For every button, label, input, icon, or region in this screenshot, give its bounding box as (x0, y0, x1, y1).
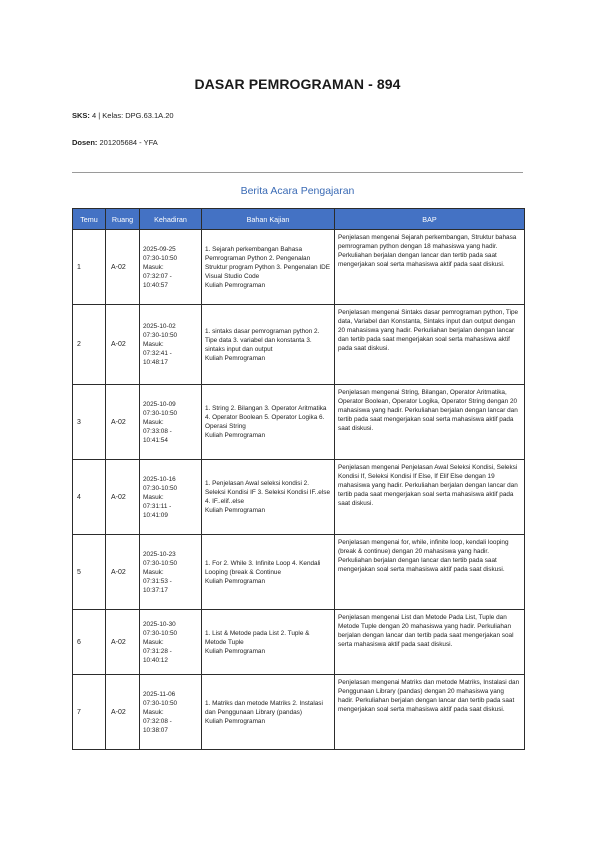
cell-bahan-kajian: 1. Sejarah perkembangan Bahasa Pemrograman Python 2. Pengenalan Struktur program Python 3. Pengenalan IDE Visual Studio Code Kuliah Pemrograman (202, 230, 335, 305)
cell-bahan-kajian: 1. sintaks dasar pemrograman python 2. Tipe data 3. variabel dan konstanta 3. sintaks input dan output Kuliah Pemrograman (202, 305, 335, 385)
cell-bahan-kajian: 1. Matriks dan metode Matriks 2. Instalasi dan Penggunaan Library (pandas) Kuliah Pemrograman (202, 675, 335, 750)
cell-bap: Penjelasan mengenai List dan Metode Pada List, Tuple dan Metode Tuple dengan 20 mahasiswa yang hadir. Perkuliahan berjalan dengan lancar dan tertib pada saat mengerjakan soal serta mahasiswa aktif pada saat diskusi. (335, 610, 525, 675)
cell-temu: 6 (73, 610, 106, 675)
table-row (73, 675, 525, 750)
teaching-log-table (72, 208, 525, 750)
cell-kehadiran: 2025-10-30 07:30-10:50 Masuk: 07:31:28 - 10:40:12 (140, 610, 202, 675)
cell-bahan-kajian: 1. Penjelasan Awal seleksi kondisi 2. Seleksi Kondisi IF 3. Seleksi Kondisi IF..else 4. IF..elif..else Kuliah Pemrograman (202, 460, 335, 535)
cell-ruang: A-02 (106, 610, 140, 675)
course-info (72, 111, 174, 120)
dosen-label: Dosen: (72, 138, 98, 147)
section-title: Berita Acara Pengajaran (240, 185, 355, 197)
cell-ruang: A-02 (106, 675, 140, 750)
page-title: DASAR PEMROGRAMAN - 894 (194, 76, 401, 92)
cell-ruang: A-02 (106, 230, 140, 305)
dosen-value: 201205684 - YFA (99, 138, 158, 147)
cell-bap: Penjelasan mengenai Sejarah perkembangan, Struktur bahasa pemrograman python dengan 18 mahasiswa yang hadir. Perkuliahan berjalan dengan lancar dan tertib pada saat mengerjakan soal serta mahasiswa aktif pada saat diskusi. (335, 230, 525, 305)
table-row (73, 610, 525, 675)
cell-kehadiran: 2025-10-23 07:30-10:50 Masuk: 07:31:53 - 10:37:17 (140, 535, 202, 610)
col-header-kehadiran: Kehadiran (140, 209, 202, 230)
table-row (73, 535, 525, 610)
cell-temu: 3 (73, 385, 106, 460)
sks-class-value: 4 | Kelas: DPG.63.1A.20 (92, 111, 174, 120)
cell-ruang: A-02 (106, 535, 140, 610)
cell-kehadiran: 2025-10-16 07:30-10:50 Masuk: 07:31:11 - 10:41:09 (140, 460, 202, 535)
cell-ruang: A-02 (106, 460, 140, 535)
cell-bap: Penjelasan mengenai Matriks dan metode Matriks, Instalasi dan Penggunaan Library (pandas) dengan 20 mahasiswa yang hadir. Perkuliahan berjalan dengan lancar dan tertib pada saat mengerjakan soal serta mahasiswa aktif pada saat diskusi. (335, 675, 525, 750)
table-row (73, 385, 525, 460)
table-row (73, 230, 525, 305)
cell-bap: Penjelasan mengenai Sintaks dasar pemrograman python, Tipe data, Variabel dan Konstanta, Sintaks input dan output dengan 20 mahasiswa yang hadir. Perkuliahan berjalan dengan lancar dan tertib pada saat mengerjakan soal serta mahasiswa aktif pada saat diskusi. (335, 305, 525, 385)
cell-temu: 7 (73, 675, 106, 750)
cell-temu: 5 (73, 535, 106, 610)
col-header-bap: BAP (335, 209, 525, 230)
cell-bap: Penjelasan mengenai String, Bilangan, Operator Aritmatika, Operator Boolean, Operator Logika, Operator String dengan 20 mahasiswa yang hadir. Perkuliahan berjalan dengan lancar dan tertib pada saat mengerjakan soal serta mahasiswa aktif pada saat diskusi. (335, 385, 525, 460)
cell-kehadiran: 2025-09-25 07:30-10:50 Masuk: 07:32:07 - 10:40:57 (140, 230, 202, 305)
lecturer-info (72, 138, 158, 147)
cell-temu: 1 (73, 230, 106, 305)
sks-label: SKS: (72, 111, 90, 120)
cell-kehadiran: 2025-10-02 07:30-10:50 Masuk: 07:32:41 - 10:48:17 (140, 305, 202, 385)
cell-temu: 2 (73, 305, 106, 385)
cell-temu: 4 (73, 460, 106, 535)
col-header-ruang: Ruang (106, 209, 140, 230)
divider (72, 172, 523, 173)
cell-bahan-kajian: 1. String 2. Bilangan 3. Operator Aritmatika 4. Operator Boolean 5. Operator Logika 6. Operasi String Kuliah Pemrograman (202, 385, 335, 460)
cell-ruang: A-02 (106, 305, 140, 385)
cell-bahan-kajian: 1. For 2. While 3. Infinite Loop 4. Kendali Looping (break & Continue Kuliah Pemrograman (202, 535, 335, 610)
col-header-bahan-kajian: Bahan Kajian (202, 209, 335, 230)
cell-bap: Penjelasan mengenai Penjelasan Awal Seleksi Kondisi, Seleksi Kondisi If, Seleksi Kondisi If Else, If Elif Else dengan 19 mahasiswa yang hadir. Perkuliahan berjalan dengan lancar dan tertib pada saat mengerjakan soal serta mahasiswa aktif pada saat diskusi. (335, 460, 525, 535)
col-header-temu: Temu (73, 209, 106, 230)
table-row (73, 460, 525, 535)
cell-bap: Penjelasan mengenai for, while, infinite loop, kendali looping (break & continue) dengan 20 mahasiswa yang hadir. Perkuliahan berjalan dengan lancar dan tertib pada saat mengerjakan soal serta mahasiswa aktif pada saat diskusi. (335, 535, 525, 610)
table-row (73, 305, 525, 385)
cell-kehadiran: 2025-10-09 07:30-10:50 Masuk: 07:33:08 - 10:41:54 (140, 385, 202, 460)
cell-bahan-kajian: 1. List & Metode pada List 2. Tuple & Metode Tuple Kuliah Pemrograman (202, 610, 335, 675)
cell-ruang: A-02 (106, 385, 140, 460)
table-header-row (73, 209, 525, 230)
cell-kehadiran: 2025-11-06 07:30-10:50 Masuk: 07:32:08 - 10:38:07 (140, 675, 202, 750)
